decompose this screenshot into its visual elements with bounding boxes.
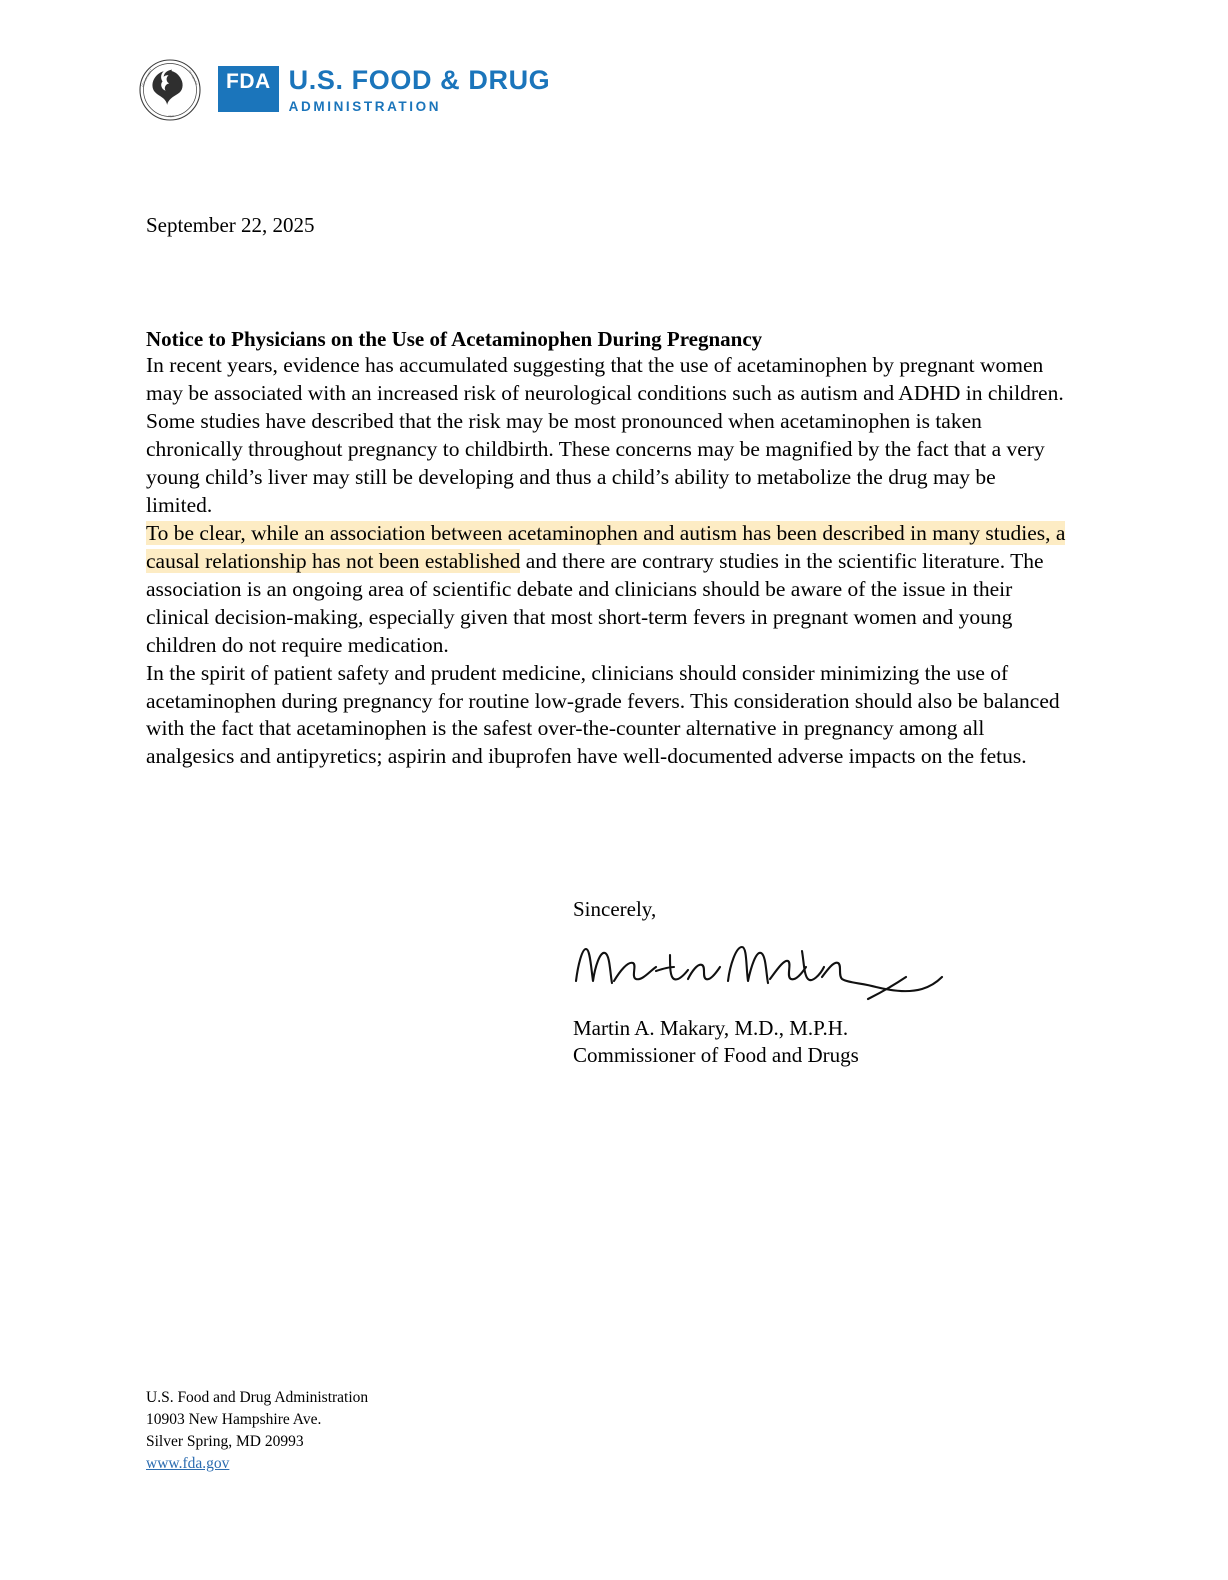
paragraph-2 [146,520,1066,660]
footer-city-state-zip: Silver Spring, MD 20993 [146,1433,304,1450]
svg-text:OF HEALTH: OF HEALTH [187,69,198,86]
signer-title: Commissioner of Food and Drugs [573,1043,859,1067]
hhs-seal-icon [138,58,202,122]
svg-text:USA: USA [167,114,174,118]
footer-address-block [146,1387,368,1475]
footer-street: 10903 New Hampshire Ave. [146,1411,322,1428]
footer-website-link[interactable]: www.fda.gov [146,1455,230,1472]
closing-text: Sincerely, [573,897,657,921]
paragraph-1: In recent years, evidence has accumulated suggesting that the use of acetaminophen by pregnant women may be associated with an increased risk of neurological conditions such as autism and ADHD in children. Some studies have described that the risk may be most pronounced when acetaminophen is taken chronically throughout pregnancy to childbirth. These concerns may be magnified by the fact that a very young child’s liver may still be developing and thus a child’s ability to metabolize the drug may be limited. [146,353,1064,517]
letter-subject: Notice to Physicians on the Use of Acetaminophen During Pregnancy [146,327,763,352]
paragraph-2-rest: and there are contrary studies in the scientific literature. The association is an ongoing area of scientific debate and clinicians should be aware of the issue in their clinical decision-making, especially given that most short-term fevers in pregnant women and young children do not require medication. [146,548,1044,657]
agency-name-line-1: U.S. FOOD & DRUG [288,64,551,95]
letterhead [138,58,550,122]
highlighted-text: To be clear, while an association between acetaminophen and autism has been described in many studies, a causal relationship has not been established [146,520,1066,573]
paragraph-3: In the spirit of patient safety and prudent medicine, clinicians should consider minimizing the use of acetaminophen during pregnancy for routine low-grade fevers. This consideration should also be balanced with the fact that acetaminophen is the safest over-the-counter alternative in pregnancy among all analgesics and antipyretics; aspirin and ibuprofen have well-documented adverse impacts on the fetus. [146,660,1060,769]
fda-badge: FDA [218,66,279,112]
signer-name: Martin A. Makary, M.D., M.P.H. [573,1016,849,1040]
agency-name-line-2: ADMINISTRATION [288,99,442,115]
letter-date: September 22, 2025 [146,213,315,237]
signature-block [573,897,1023,1067]
footer-org: U.S. Food and Drug Administration [146,1389,369,1406]
signature-image [570,937,990,1017]
letter-body [146,212,1066,771]
svg-text:DEPARTMENT: DEPARTMENT [141,68,154,88]
fda-logo [218,66,550,114]
